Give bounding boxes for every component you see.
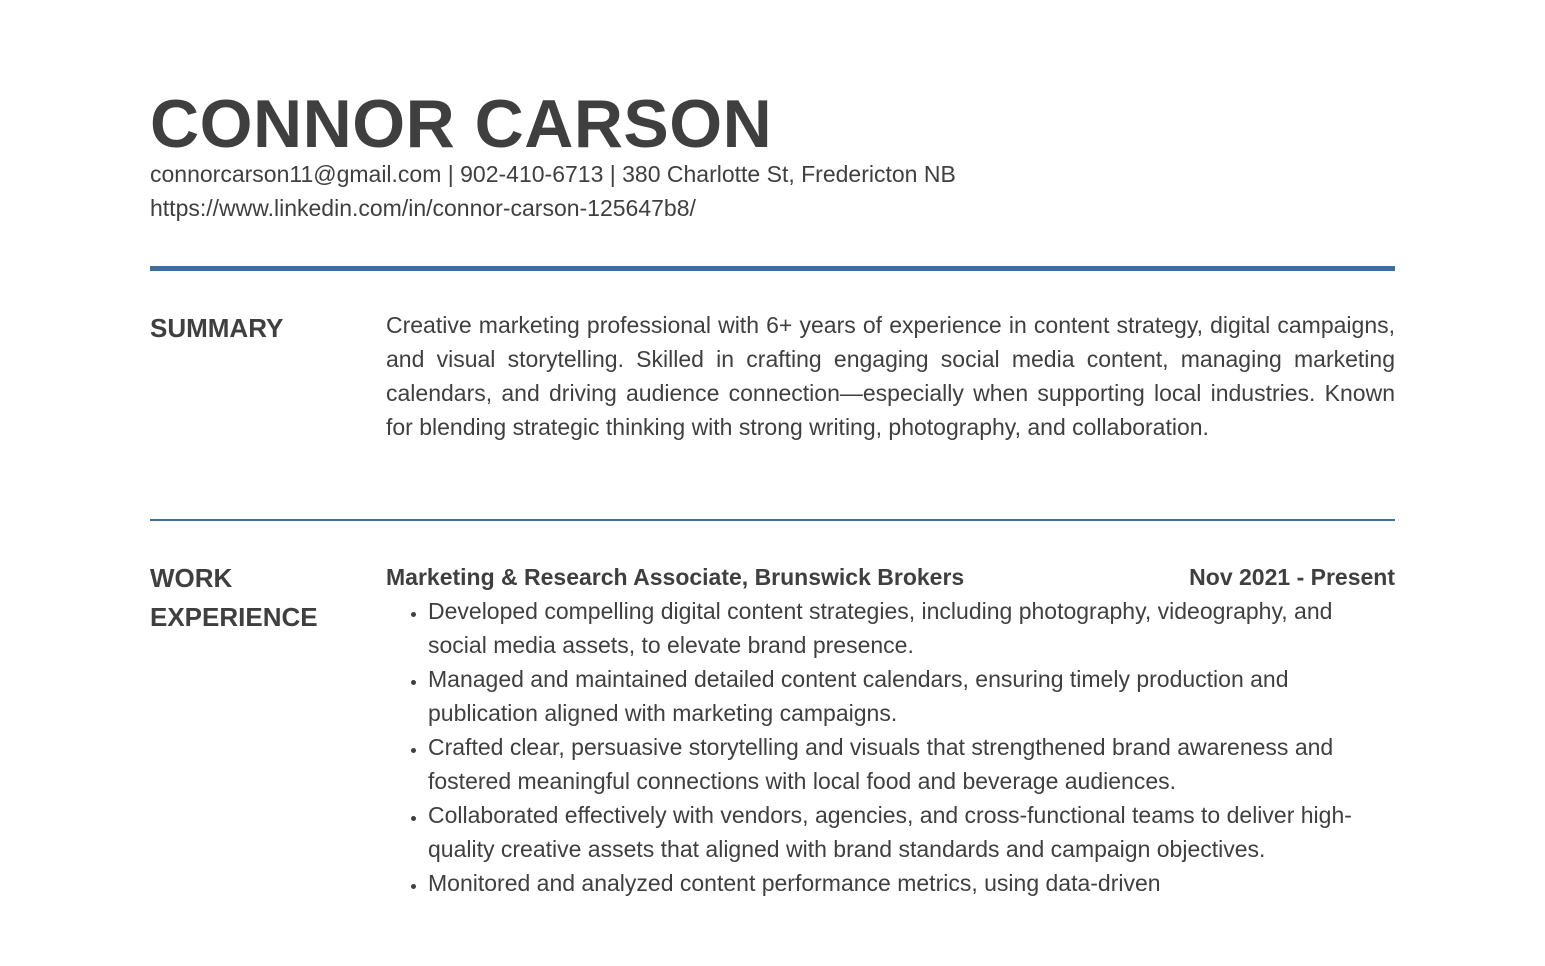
list-item: • Monitored and analyzed content performance metrics, using data-driven — [428, 866, 1368, 900]
work-experience-heading-line2: EXPERIENCE — [150, 602, 318, 632]
job-header — [386, 560, 1395, 594]
list-item: • Crafted clear, persuasive storytelling and visuals that strengthened brand awareness and fostered meaningful connections with local food and beverage audiences. — [428, 730, 1368, 798]
list-item: • Collaborated effectively with vendors, agencies, and cross-functional teams to deliver high-quality creative assets that aligned with brand standards and campaign objectives. — [428, 798, 1368, 866]
list-item: • Managed and maintained detailed content calendars, ensuring timely production and publication aligned with marketing campaigns. — [428, 662, 1368, 730]
contact-line: connorcarson11@gmail.com | 902-410-6713 | 380 Charlotte St, Fredericton NB — [150, 161, 956, 187]
job-entry — [386, 560, 1395, 900]
linkedin-url: https://www.linkedin.com/in/connor-carson-125647b8/ — [150, 195, 696, 221]
header-divider — [150, 266, 1395, 271]
work-experience-heading — [150, 559, 370, 637]
work-experience-body — [386, 560, 1395, 900]
job-title: Marketing & Research Associate, Brunswick Brokers — [386, 564, 965, 590]
job-bullets — [386, 594, 1368, 900]
contact-block — [150, 157, 956, 225]
summary-heading: SUMMARY — [150, 313, 284, 343]
list-item: • Developed compelling digital content strategies, including photography, videography, and social media assets, to elevate brand presence. — [428, 594, 1368, 662]
section-divider — [150, 519, 1395, 521]
summary-text: Creative marketing professional with 6+ years of experience in content strategy, digital campaigns, and visual storytelling. Skilled in crafting engaging social media content, managing marketing calendars, and driving audience connection—especially when supporting local industries. Known for blending strategic thinking with strong writing, photography, and collaboration. — [386, 312, 1395, 440]
summary-body — [386, 308, 1395, 444]
candidate-name: CONNOR CARSON — [150, 86, 773, 162]
work-experience-heading-line1: WORK — [150, 563, 233, 593]
job-dates: Nov 2021 - Present — [1189, 564, 1395, 590]
